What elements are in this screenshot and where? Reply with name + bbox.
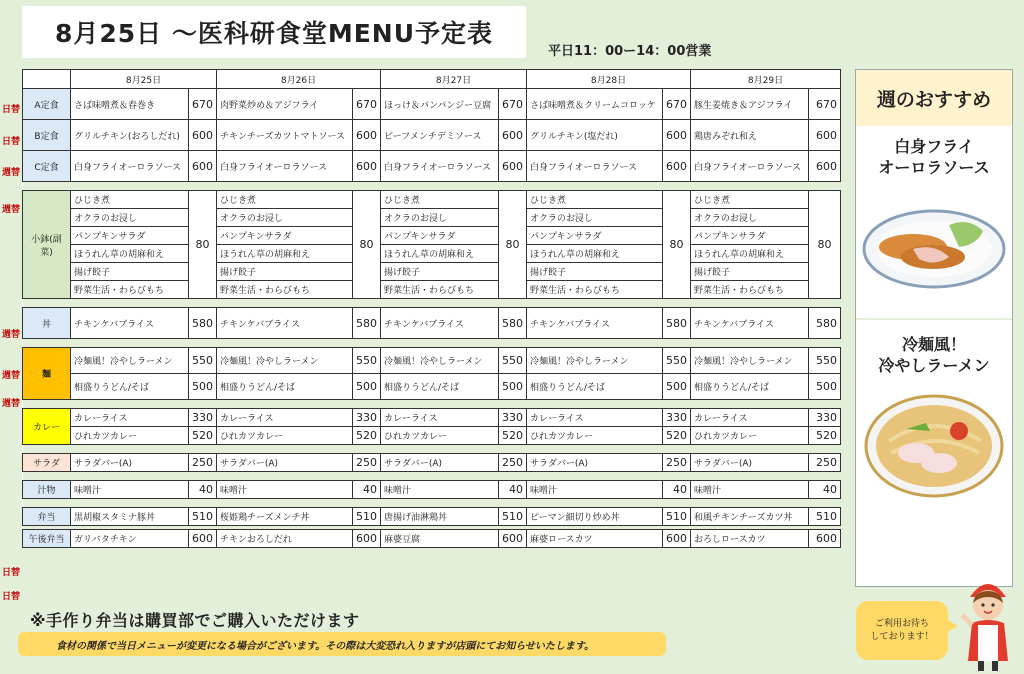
gogo-bento-row	[23, 530, 841, 548]
price: 550	[353, 348, 381, 374]
price: 520	[499, 427, 527, 445]
price: 670	[499, 89, 527, 120]
dish: チキンケバブライス	[691, 308, 809, 339]
speech-bubble	[856, 601, 948, 660]
fried-fish-image	[856, 190, 1012, 300]
dish: チキンケバブライス	[381, 308, 499, 339]
dish: ひれカツカレー	[71, 427, 189, 445]
price: 520	[663, 427, 691, 445]
side-dish: ほうれん草の胡麻和え	[217, 245, 353, 263]
dish: チキンチーズカツトマトソース	[217, 120, 353, 151]
recommend-item-1-line-1: 白身フライ	[894, 137, 974, 156]
side-dish: 揚げ餃子	[381, 263, 499, 281]
side-dish: ほうれん草の胡麻和え	[527, 245, 663, 263]
mark-men1: 週替	[2, 371, 21, 381]
price: 80	[663, 191, 691, 299]
side-dish: 野菜生活・わらびもち	[691, 281, 809, 299]
kobachi-row	[23, 281, 841, 299]
price: 600	[809, 120, 841, 151]
price: 40	[809, 481, 841, 499]
dish: ビーフメンチデミソース	[381, 120, 499, 151]
price: 80	[353, 191, 381, 299]
dish: 味噌汁	[527, 481, 663, 499]
price: 250	[663, 454, 691, 472]
dish: ひれカツカレー	[381, 427, 499, 445]
side-dish: 揚げ餃子	[217, 263, 353, 281]
side-dish: オクラのお浸し	[71, 209, 189, 227]
dish: 黒胡椒スタミナ豚丼	[71, 508, 189, 526]
category-label: 汁物	[23, 481, 71, 499]
price: 600	[353, 530, 381, 548]
price: 40	[499, 481, 527, 499]
price: 250	[499, 454, 527, 472]
category-label: サラダ	[23, 454, 71, 472]
category-label: A定食	[23, 89, 71, 120]
dish: 唐揚げ油淋鶏丼	[381, 508, 499, 526]
side-dish: オクラのお浸し	[217, 209, 353, 227]
men-row-2	[23, 374, 841, 400]
mark-c: 週替	[2, 168, 21, 178]
dish: 味噌汁	[71, 481, 189, 499]
dish: ピーマン細切り炒め丼	[527, 508, 663, 526]
dish: ひれカツカレー	[217, 427, 353, 445]
price: 600	[809, 151, 841, 182]
price: 600	[353, 151, 381, 182]
side-dish: パンプキンサラダ	[381, 227, 499, 245]
price: 600	[189, 120, 217, 151]
dish: カレーライス	[691, 409, 809, 427]
soup-row	[23, 481, 841, 499]
price: 40	[353, 481, 381, 499]
price: 600	[499, 120, 527, 151]
price: 520	[189, 427, 217, 445]
mark-bento: 日替	[2, 568, 21, 578]
don-row	[23, 308, 841, 339]
price: 580	[353, 308, 381, 339]
price: 550	[499, 348, 527, 374]
a-teishoku-row	[23, 89, 841, 120]
dish: グリルチキン(塩だれ)	[527, 120, 663, 151]
dish: 冷麺風！冷やしラーメン	[217, 348, 353, 374]
price: 510	[663, 508, 691, 526]
dish: サラダバー(A)	[217, 454, 353, 472]
mark-men2: 週替	[2, 399, 21, 409]
price: 550	[663, 348, 691, 374]
price: 250	[809, 454, 841, 472]
kobachi-section	[23, 191, 841, 299]
category-label: C定食	[23, 151, 71, 182]
dish: 味噌汁	[381, 481, 499, 499]
side-dish: 野菜生活・わらびもち	[527, 281, 663, 299]
dish: 鶏唐みぞれ和え	[691, 120, 809, 151]
dish: カレーライス	[381, 409, 499, 427]
mark-gogo: 日替	[2, 592, 21, 602]
dish: 麻婆ロースカツ	[527, 530, 663, 548]
side-dish: オクラのお浸し	[691, 209, 809, 227]
menu-change-notice: 食材の関係で当日メニューが変更になる場合がございます。その際は大変恐れ入りますが店頭にてお知らせいたします。	[18, 632, 666, 656]
price: 670	[809, 89, 841, 120]
kobachi-row	[23, 191, 841, 209]
dish: ひれカツカレー	[691, 427, 809, 445]
dish: カレーライス	[527, 409, 663, 427]
price: 580	[499, 308, 527, 339]
price: 550	[809, 348, 841, 374]
side-dish: ひじき煮	[527, 191, 663, 209]
business-hours: 平日11：00ー14：00営業	[548, 44, 712, 59]
price: 600	[353, 120, 381, 151]
bento-row	[23, 508, 841, 526]
side-dish: パンプキンサラダ	[217, 227, 353, 245]
dish: 味噌汁	[217, 481, 353, 499]
curry-row-2	[23, 427, 841, 445]
b-teishoku-row	[23, 120, 841, 151]
price: 600	[189, 151, 217, 182]
dish: 冷麺風！冷やしラーメン	[527, 348, 663, 374]
side-dish: 揚げ餃子	[691, 263, 809, 281]
price: 250	[353, 454, 381, 472]
dish: ほっけ＆パンパンジー豆腐	[381, 89, 499, 120]
menu-table	[22, 69, 841, 548]
price: 520	[353, 427, 381, 445]
dish: チキンケバブライス	[217, 308, 353, 339]
price: 550	[189, 348, 217, 374]
category-label: 麺	[23, 348, 71, 400]
kobachi-row	[23, 227, 841, 245]
price: 580	[189, 308, 217, 339]
price: 600	[809, 530, 841, 548]
dish: 麻婆豆腐	[381, 530, 499, 548]
price: 330	[189, 409, 217, 427]
dish: ガリバタチキン	[71, 530, 189, 548]
dish: さば味噌煮＆クリームコロッケ	[527, 89, 663, 120]
price: 520	[809, 427, 841, 445]
dish: 相盛りうどん/そば	[71, 374, 189, 400]
dish: ひれカツカレー	[527, 427, 663, 445]
dish: サラダバー(A)	[381, 454, 499, 472]
recommend-item-1-line-2: オーロラソース	[878, 158, 990, 177]
bento-purchase-note: ※手作り弁当は購買部でご購入いただけます	[30, 611, 360, 630]
side-dish: ほうれん草の胡麻和え	[71, 245, 189, 263]
dish: カレーライス	[71, 409, 189, 427]
price: 510	[809, 508, 841, 526]
price: 580	[809, 308, 841, 339]
dish: サラダバー(A)	[691, 454, 809, 472]
price: 330	[663, 409, 691, 427]
price: 510	[353, 508, 381, 526]
price: 600	[499, 530, 527, 548]
side-dish: オクラのお浸し	[527, 209, 663, 227]
price: 670	[189, 89, 217, 120]
category-label: B定食	[23, 120, 71, 151]
dish: サラダバー(A)	[527, 454, 663, 472]
cold-ramen-image	[856, 386, 1012, 506]
recommend-item-2-line-1: 冷麺風！	[901, 335, 966, 354]
page-title: 8月25日 ～医科研食堂MENU予定表	[22, 6, 526, 58]
weekly-recommend-panel	[855, 69, 1013, 587]
price: 80	[189, 191, 217, 299]
men-row-1	[23, 348, 841, 374]
dish: 冷麺風！冷やしラーメン	[691, 348, 809, 374]
side-dish: ほうれん草の胡麻和え	[691, 245, 809, 263]
date-header: 8月27日	[381, 70, 527, 89]
dish: 桜姫鶏チーズメンチ丼	[217, 508, 353, 526]
side-dish: 揚げ餃子	[71, 263, 189, 281]
dish: さば味噌煮＆春巻き	[71, 89, 189, 120]
dish: 相盛りうどん/そば	[691, 374, 809, 400]
price: 600	[663, 151, 691, 182]
date-header: 8月26日	[217, 70, 381, 89]
staff-character-illustration	[958, 575, 1018, 671]
dish: チキンケバブライス	[527, 308, 663, 339]
price: 330	[353, 409, 381, 427]
dish: 豚生姜焼き＆アジフライ	[691, 89, 809, 120]
side-dish: 野菜生活・わらびもち	[217, 281, 353, 299]
bubble-line-2: しております！	[870, 631, 934, 642]
side-dish: 野菜生活・わらびもち	[381, 281, 499, 299]
date-header: 8月25日	[71, 70, 217, 89]
side-dish: ひじき煮	[217, 191, 353, 209]
date-header-row	[23, 70, 841, 89]
price: 510	[499, 508, 527, 526]
side-dish: パンプキンサラダ	[71, 227, 189, 245]
dish: 白身フライオーロラソース	[691, 151, 809, 182]
dish: 白身フライオーロラソース	[71, 151, 189, 182]
dish: 白身フライオーロラソース	[217, 151, 353, 182]
date-header: 8月29日	[691, 70, 841, 89]
side-dish: ひじき煮	[381, 191, 499, 209]
price: 330	[809, 409, 841, 427]
dish: 味噌汁	[691, 481, 809, 499]
kobachi-row	[23, 209, 841, 227]
price: 80	[809, 191, 841, 299]
dish: チキンおろしだれ	[217, 530, 353, 548]
c-teishoku-row	[23, 151, 841, 182]
dish: 相盛りうどん/そば	[217, 374, 353, 400]
price: 600	[663, 120, 691, 151]
side-dish: ほうれん草の胡麻和え	[381, 245, 499, 263]
bubble-line-1: ご利用お待ち	[874, 618, 929, 629]
side-dish: 野菜生活・わらびもち	[71, 281, 189, 299]
price: 600	[189, 530, 217, 548]
price: 670	[663, 89, 691, 120]
dish: おろしロースカツ	[691, 530, 809, 548]
mark-kobachi: 週替	[2, 205, 21, 215]
price: 600	[663, 530, 691, 548]
price: 500	[663, 374, 691, 400]
dish: 冷麺風！冷やしラーメン	[71, 348, 189, 374]
price: 500	[809, 374, 841, 400]
mark-b: 日替	[2, 137, 21, 147]
price: 40	[189, 481, 217, 499]
price: 80	[499, 191, 527, 299]
dish: 白身フライオーロラソース	[381, 151, 499, 182]
dish: 冷麺風！冷やしラーメン	[381, 348, 499, 374]
dish: 相盛りうどん/そば	[527, 374, 663, 400]
mark-a: 日替	[2, 105, 21, 115]
curry-row-1	[23, 409, 841, 427]
price: 670	[353, 89, 381, 120]
price: 500	[499, 374, 527, 400]
dish: 肉野菜炒め＆アジフライ	[217, 89, 353, 120]
kobachi-row	[23, 263, 841, 281]
dish: チキンケバブライス	[71, 308, 189, 339]
side-dish: 揚げ餃子	[527, 263, 663, 281]
side-dish: ひじき煮	[71, 191, 189, 209]
price: 580	[663, 308, 691, 339]
dish: 相盛りうどん/そば	[381, 374, 499, 400]
dish: サラダバー(A)	[71, 454, 189, 472]
recommend-item-2-line-2: 冷やしラーメン	[878, 356, 990, 375]
salad-row	[23, 454, 841, 472]
date-header: 8月28日	[527, 70, 691, 89]
category-label: カレー	[23, 409, 71, 445]
side-dish: パンプキンサラダ	[691, 227, 809, 245]
recommend-heading: 週のおすすめ	[856, 70, 1012, 126]
price: 330	[499, 409, 527, 427]
side-dish: ひじき煮	[691, 191, 809, 209]
mark-don: 週替	[2, 330, 21, 340]
kobachi-row	[23, 245, 841, 263]
price: 250	[189, 454, 217, 472]
price: 510	[189, 508, 217, 526]
dish: 和風チキンチーズカツ丼	[691, 508, 809, 526]
category-label: 弁当	[23, 508, 71, 526]
dish: 白身フライオーロラソース	[527, 151, 663, 182]
category-label: 丼	[23, 308, 71, 339]
category-label: 午後弁当	[23, 530, 71, 548]
category-label: 小鉢(副菜)	[23, 191, 71, 299]
dish: グリルチキン(おろしだれ)	[71, 120, 189, 151]
side-dish: オクラのお浸し	[381, 209, 499, 227]
corner-cell	[23, 70, 71, 89]
price: 40	[663, 481, 691, 499]
dish: カレーライス	[217, 409, 353, 427]
price: 600	[499, 151, 527, 182]
side-dish: パンプキンサラダ	[527, 227, 663, 245]
price: 500	[353, 374, 381, 400]
price: 500	[189, 374, 217, 400]
